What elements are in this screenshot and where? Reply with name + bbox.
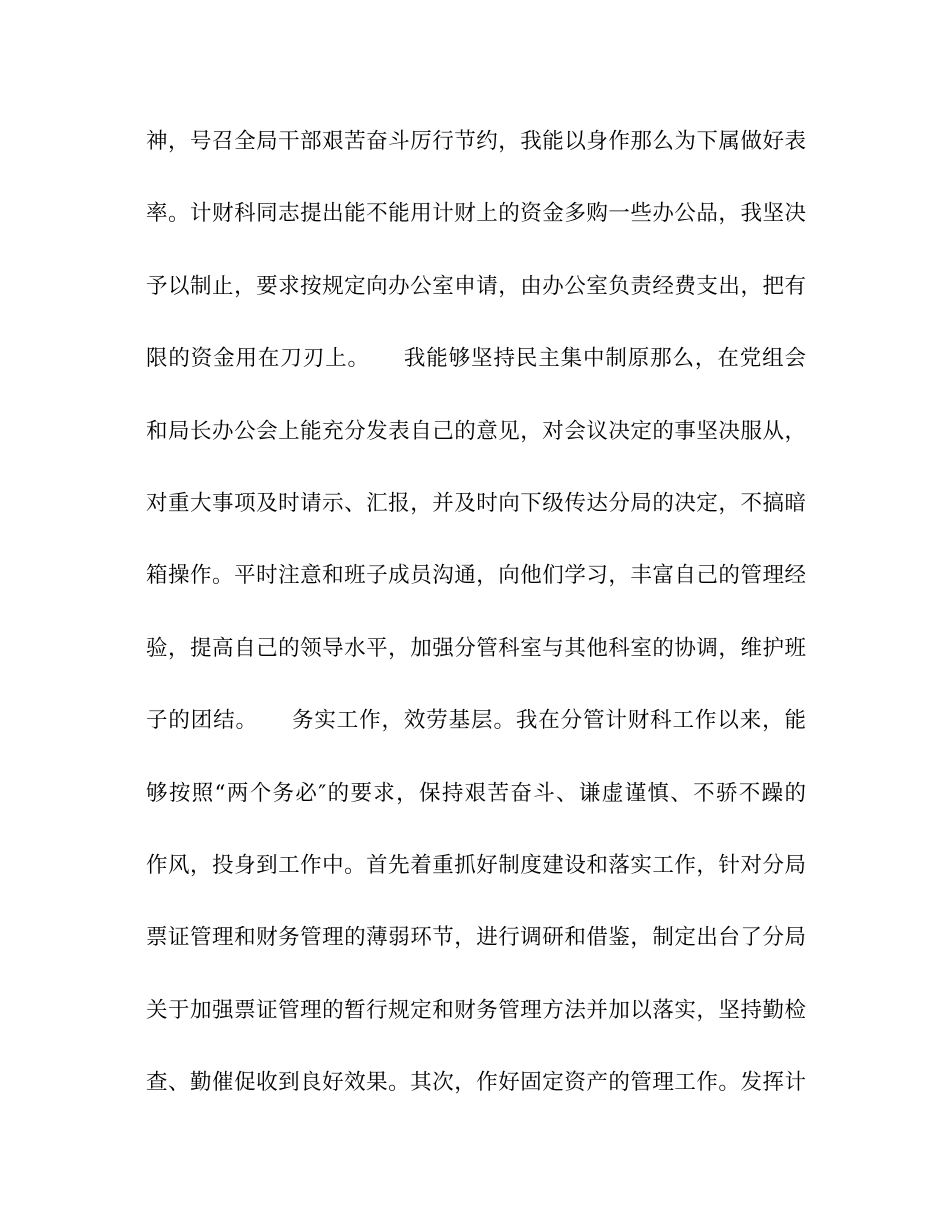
text-line: 予以制止，要求按规定向办公室申请，由办公室负责经费支出，把有 [146,273,806,299]
text-line: 够按照“两个务必″的要求，保持艰苦奋斗、谦虚谨慎、不骄不躁的 [146,780,806,806]
text-line: 作风，投身到工作中。首先着重抓好制度建设和落实工作，针对分局 [146,852,806,878]
text-line: 对重大事项及时请示、汇报，并及时向下级传达分局的决定，不搞暗 [146,490,806,516]
text-line: 查、勤催促收到良好效果。其次，作好固定资产的管理工作。发挥计 [146,1070,806,1096]
text-line: 票证管理和财务管理的薄弱环节，进行调研和借鉴，制定出台了分局 [146,925,806,951]
text-line: 关于加强票证管理的暂行规定和财务管理方法并加以落实，坚持勤检 [146,997,806,1023]
text-line: 限的资金用在刀刃上。 我能够坚持民主集中制原那么，在党组会 [146,346,806,372]
body-text [146,121,806,1134]
text-line: 子的团结。 务实工作，效劳基层。我在分管计财科工作以来，能 [146,708,806,734]
text-line: 率。计财科同志提出能不能用计财上的资金多购一些办公品，我坚决 [146,201,806,227]
text-line: 箱操作。平时注意和班子成员沟通，向他们学习，丰富自己的管理经 [146,563,806,589]
text-line: 验，提高自己的领导水平，加强分管科室与其他科室的协调，维护班 [146,635,806,661]
text-line: 和局长办公会上能充分发表自己的意见，对会议决定的事坚决服从， [146,418,806,444]
text-line: 神，号召全局干部艰苦奋斗厉行节约，我能以身作那么为下属做好表 [146,129,806,154]
